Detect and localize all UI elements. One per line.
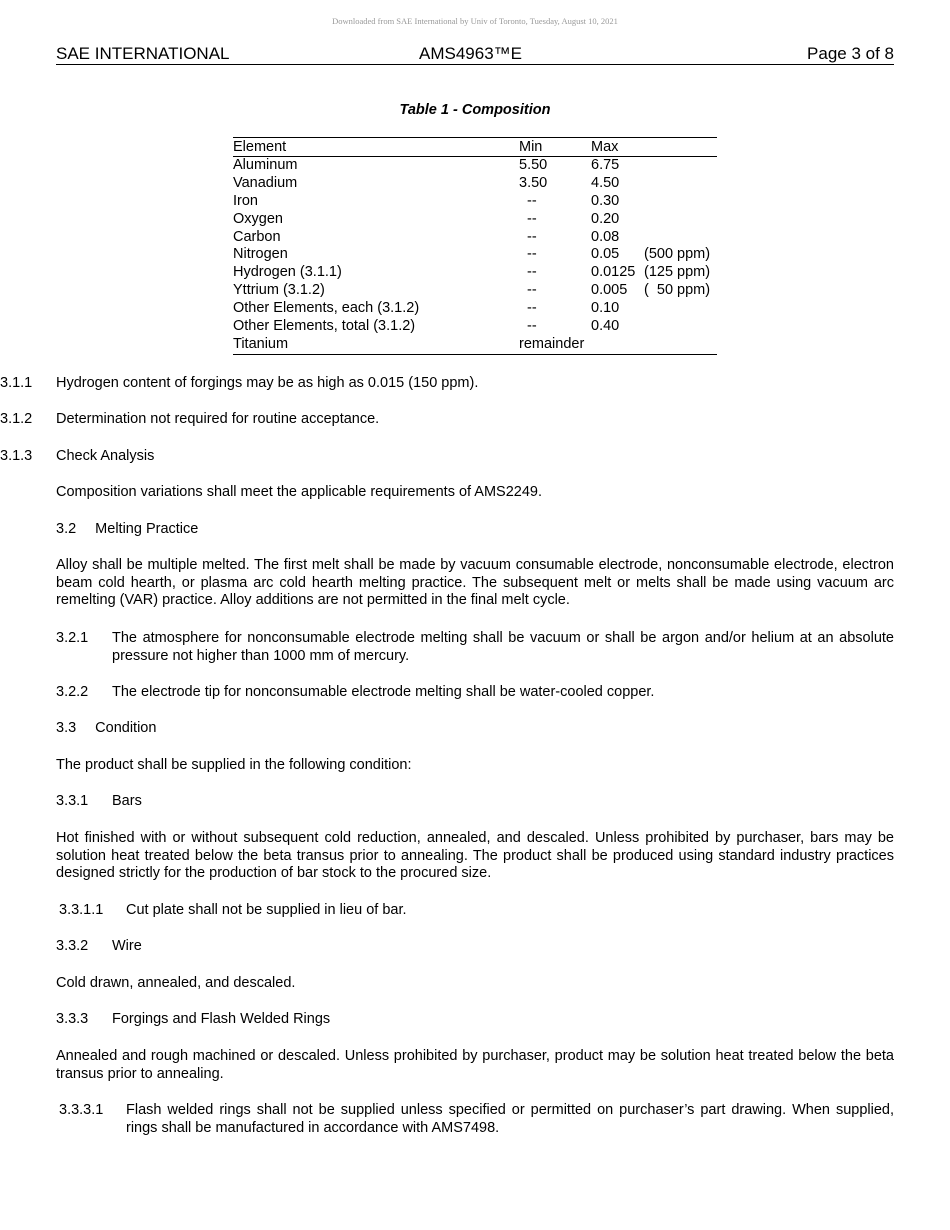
max-cell: 0.005 xyxy=(591,282,628,299)
min-cell: -- xyxy=(527,246,537,263)
min-cell: -- xyxy=(527,318,537,335)
element-cell: Yttrium (3.1.2) xyxy=(233,282,325,299)
table-row xyxy=(233,175,717,193)
max-cell: 0.20 xyxy=(591,210,620,227)
section-number: 3.1.2 xyxy=(0,411,33,427)
section-heading: Melting Practice xyxy=(95,521,199,537)
element-cell: Carbon xyxy=(233,228,281,245)
table-row xyxy=(233,229,717,247)
section-3-1-1 xyxy=(0,375,894,393)
element-cell: Iron xyxy=(233,192,258,209)
paragraph-wire: Cold drawn, annealed, and descaled. xyxy=(56,975,296,991)
section-3-3-3-heading xyxy=(56,1011,894,1029)
table-row xyxy=(233,157,717,175)
section-number: 3.1.3 xyxy=(0,448,33,464)
section-text: The electrode tip for nonconsumable electrode melting shall be water-cooled copper. xyxy=(112,684,655,700)
min-cell: -- xyxy=(527,192,537,209)
min-cell: -- xyxy=(527,282,537,299)
max-cell: 0.0125 xyxy=(591,264,636,281)
header-publisher: SAE INTERNATIONAL xyxy=(56,44,230,63)
section-3-3-heading xyxy=(56,720,894,738)
section-text: Flash welded rings shall not be supplied unless specified or permitted on purchaser’s part drawing. When supplied, rings shall be manufactured in accordance with AMS7498. xyxy=(126,1102,894,1136)
section-number: 3.1.1 xyxy=(0,375,33,391)
column-header-max: Max xyxy=(591,139,619,155)
section-text: The atmosphere for nonconsumable electrode melting shall be vacuum or shall be argon and/or helium at an absolute pressure not higher than 1000 mm of mercury. xyxy=(112,630,894,664)
max-cell: 0.40 xyxy=(591,318,620,335)
section-text: Determination not required for routine acceptance. xyxy=(56,411,380,427)
section-3-3-2-heading xyxy=(56,938,894,956)
section-3-2-heading xyxy=(56,521,894,539)
paragraph-forgings: Annealed and rough machined or descaled. Unless prohibited by purchaser, product may be solution heat treated below the beta transus prior to annealing. xyxy=(56,1048,894,1082)
section-heading: Forgings and Flash Welded Rings xyxy=(112,1011,331,1027)
table-row xyxy=(233,282,717,300)
section-number: 3.2.2 xyxy=(56,684,89,700)
section-number: 3.3.1 xyxy=(56,793,89,809)
min-cell: -- xyxy=(527,264,537,281)
element-cell: Hydrogen (3.1.1) xyxy=(233,264,342,281)
section-number: 3.2.1 xyxy=(56,630,89,646)
section-text: Hydrogen content of forgings may be as high as 0.015 (150 ppm). xyxy=(56,375,479,391)
element-cell: Other Elements, each (3.1.2) xyxy=(233,300,420,317)
max-cell: 0.08 xyxy=(591,228,620,245)
ppm-note-cell: (500 ppm) xyxy=(644,246,711,263)
paragraph-bars: Hot finished with or without subsequent cold reduction, annealed, and descaled. Unless prohibited by purchaser, bars may be solution heat treated below the beta transus prior to annealing. The product shall be produced using standard industry practices designed strictly for the production of bar stock to the procured size. xyxy=(56,830,894,882)
max-cell: 6.75 xyxy=(591,157,620,173)
min-cell: 3.50 xyxy=(519,174,548,191)
section-3-1-2 xyxy=(0,411,894,429)
element-cell: Other Elements, total (3.1.2) xyxy=(233,318,416,335)
paragraph-melting-practice: Alloy shall be multiple melted. The first melt shall be made by vacuum consumable electrode, nonconsumable electrode, electron beam cold hearth, or plasma arc cold hearth melting practice. The subsequent melt or melts shall be made using vacuum arc remelting (VAR) practice. Alloy additions are not permitted in the final melt cycle. xyxy=(56,557,894,609)
min-cell: 5.50 xyxy=(519,157,548,173)
section-heading: Check Analysis xyxy=(56,448,155,464)
section-number: 3.3.2 xyxy=(56,938,89,954)
max-cell: 0.30 xyxy=(591,192,620,209)
section-3-3-1-1 xyxy=(56,902,894,920)
section-heading: Wire xyxy=(112,938,142,954)
section-heading: Condition xyxy=(95,720,157,736)
section-3-2-2 xyxy=(56,684,894,702)
max-cell: 0.10 xyxy=(591,300,620,317)
section-number: 3.3 xyxy=(56,720,77,736)
page-header xyxy=(56,44,894,65)
header-page-number: Page 3 of 8 xyxy=(807,44,894,63)
section-number: 3.3.1.1 xyxy=(59,902,104,918)
table-row xyxy=(233,300,717,318)
table-row xyxy=(233,264,717,282)
min-cell: -- xyxy=(527,300,537,317)
section-number: 3.3.3.1 xyxy=(59,1102,104,1118)
element-cell: Titanium xyxy=(233,335,289,352)
header-document-number: AMS4963™E xyxy=(419,44,522,63)
min-cell: remainder xyxy=(519,335,585,352)
table-title: Table 1 - Composition xyxy=(399,102,551,118)
section-3-1-3-heading xyxy=(0,448,894,466)
table-row xyxy=(233,193,717,211)
section-3-2-1 xyxy=(56,630,894,665)
max-cell: 4.50 xyxy=(591,174,620,191)
paragraph-condition: The product shall be supplied in the following condition: xyxy=(56,757,412,773)
element-cell: Oxygen xyxy=(233,210,283,227)
min-cell: -- xyxy=(527,228,537,245)
ppm-note-cell: ( 50 ppm) xyxy=(644,282,711,299)
section-number: 3.2 xyxy=(56,521,77,537)
ppm-note-cell: (125 ppm) xyxy=(644,264,711,281)
max-cell: 0.05 xyxy=(591,246,620,263)
section-3-3-1-heading xyxy=(56,793,894,811)
column-header-min: Min xyxy=(519,139,543,155)
table-row xyxy=(233,318,717,336)
section-3-3-3-1 xyxy=(56,1102,894,1137)
download-watermark: Downloaded from SAE International by Univ of Toronto, Tuesday, August 10, 2021 xyxy=(332,16,618,26)
composition-table xyxy=(233,137,717,355)
table-header-row xyxy=(233,138,717,157)
element-cell: Nitrogen xyxy=(233,246,288,263)
section-heading: Bars xyxy=(112,793,142,809)
table-row xyxy=(233,246,717,264)
element-cell: Aluminum xyxy=(233,157,298,173)
table-row xyxy=(233,211,717,229)
column-header-element: Element xyxy=(233,139,287,155)
section-number: 3.3.3 xyxy=(56,1011,89,1027)
paragraph-check-analysis: Composition variations shall meet the applicable requirements of AMS2249. xyxy=(56,484,543,500)
min-cell: -- xyxy=(527,210,537,227)
section-text: Cut plate shall not be supplied in lieu of bar. xyxy=(126,902,407,918)
table-row xyxy=(233,336,717,354)
element-cell: Vanadium xyxy=(233,174,298,191)
